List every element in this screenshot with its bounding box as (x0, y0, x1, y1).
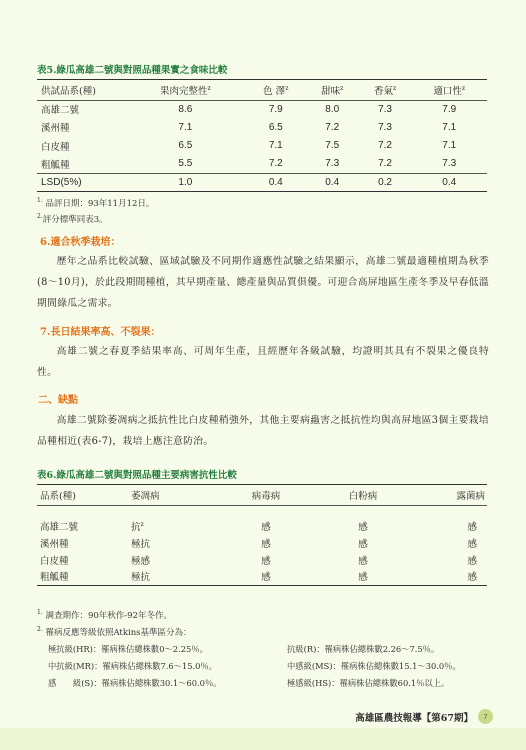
table5-footnote-2: $^{2.}$評分標準同表3。 (37, 213, 108, 225)
table-cell: 抗$^z$ (131, 520, 144, 533)
grade-item: 極感級(HS)：罹病株佔總株數60.1％以上。 (287, 678, 450, 688)
table-cell: 粗觚種 (41, 159, 70, 171)
table-cell: 感 (261, 572, 271, 584)
table5-header-cell: 供試品系(種) (41, 85, 96, 97)
table-cell: 7.9 (442, 103, 457, 115)
grade-item: 抗級(R)：罹病株佔總株數2.26～7.5％。 (287, 644, 440, 654)
table-cell: 5.5 (178, 158, 193, 170)
table-row (37, 568, 487, 585)
table-cell: 6.5 (178, 140, 193, 152)
table-cell: 7.1 (442, 140, 457, 152)
table-cell: 8.0 (325, 103, 340, 115)
table6-header-cell: 品系(種) (40, 490, 76, 502)
table-cell: 0.4 (268, 176, 283, 188)
table-cell: 高雄二號 (40, 521, 79, 533)
table5-caption: 表5.綠瓜高雄二號與對照品種果實之食味比較 (37, 65, 228, 76)
table5-header-cell: 適口性$^z$ (433, 84, 466, 97)
table-cell: 7.5 (325, 140, 340, 152)
table-cell: 極抗 (131, 572, 151, 584)
paragraph: 歷年之品系比較試驗、區域試驗及不同期作適應性試驗之結果顯示，高雄二號最適種植期為秋季(8～10月)，於此段期間種植，其早期產量、總產量與品質俱優。可迎合高屏地區生產冬季及早春低溫期間綠瓜之需求。 (37, 256, 489, 309)
table-cell: 白皮種 (40, 555, 69, 567)
table-cell: 極抗 (131, 538, 151, 550)
table6-header-cell: 病毒病 (251, 490, 281, 502)
table-row (37, 517, 487, 534)
table-cell: 感 (467, 572, 477, 584)
grade-item: 感 級(S)：罹病株佔總株數30.1～60.0％。 (48, 678, 222, 688)
table-cell: 0.2 (378, 176, 392, 188)
table-cell: 7.2 (378, 140, 392, 152)
table6-header-cell: 白粉病 (348, 490, 378, 502)
table-cell: 感 (358, 538, 368, 550)
table6-footnote-1: $^{1.}$ 調查期作：90年秋作-92年冬作。 (37, 609, 172, 621)
table-cell: 感 (467, 521, 477, 533)
table-row (37, 137, 487, 155)
table6-header-row (37, 485, 487, 505)
table-cell: 0.4 (325, 176, 340, 188)
table6-header-cell: 萎凋病 (131, 490, 160, 502)
section-heading: 6.適合秋季栽培： (40, 237, 121, 248)
table5-header-cell: 香氣$^z$ (373, 84, 397, 97)
table-cell: 7.3 (378, 103, 392, 115)
table-cell: 溪州種 (40, 538, 69, 550)
table-cell: 7.3 (325, 158, 340, 170)
table6-header-cell: 露菌病 (456, 490, 485, 502)
table-row (37, 118, 487, 136)
footer (355, 709, 493, 724)
table-cell: 7.2 (268, 158, 283, 170)
paragraph: 高雄二號除萎凋病之抵抗性比白皮種稍強外，其他主要病蟲害之抵抗性均與高屏地區3個主要栽培品種相近(表6-7)，栽培上應注意防治。 (37, 415, 489, 447)
table-cell: 7.2 (325, 121, 340, 133)
table6 (37, 485, 487, 586)
table-cell: 感 (358, 572, 368, 584)
table-row (37, 534, 487, 551)
page-number: 7 (478, 709, 493, 724)
table-cell: 感 (467, 555, 477, 567)
table-cell: 7.2 (378, 158, 392, 170)
table-cell: 高雄二號 (41, 105, 80, 117)
table-cell: 感 (261, 555, 271, 567)
table-row (37, 155, 487, 173)
table-cell: 7.1 (268, 140, 283, 152)
table-row (37, 173, 487, 191)
table5-footnote-1: $^{1.}$ 品評日期：93年11月12日。 (37, 197, 155, 209)
table-cell: 7.1 (442, 121, 457, 133)
table6-caption: 表6.綠瓜高雄二號與對照品種主要病害抗性比較 (37, 470, 237, 481)
table-cell: 7.9 (268, 103, 283, 115)
table-cell: 感 (261, 538, 271, 550)
table-cell: 8.6 (178, 103, 193, 115)
table-cell: 7.3 (378, 121, 392, 133)
paragraph: 高雄二號之春夏季結果率高、可周年生產，且經歷年各級試驗，均證明其具有不裂果之優良特性。 (37, 346, 489, 378)
table-cell: 白皮種 (41, 141, 70, 153)
grade-item: 中感級(MS)：罹病株佔總株數15.1～30.0％。 (287, 661, 461, 671)
table6-footnote-2: $^{2.}$ 罹病反應等級依照Atkins基準區分為： (37, 626, 192, 638)
table-cell: 粗觚種 (40, 572, 69, 584)
table-cell: 6.5 (268, 121, 283, 133)
table-cell: 溪州種 (41, 123, 70, 135)
table-cell: 感 (467, 538, 477, 550)
table-row (37, 551, 487, 568)
table-cell: 感 (261, 521, 271, 533)
table5-header-row (37, 80, 487, 100)
bottom-band (0, 728, 526, 750)
table-cell: 感 (358, 555, 368, 567)
table-cell: 0.4 (442, 176, 457, 188)
table-cell: 極感 (131, 555, 151, 567)
grade-item: 極抗級(HR)：罹病株佔總株數0～2.25％。 (48, 644, 208, 654)
section-heading: 二、缺點 (38, 395, 78, 406)
grade-item: 中抗級(MR)：罹病株佔總株數7.6～15.0％。 (48, 661, 218, 671)
table-cell: 7.1 (178, 121, 193, 133)
table5 (37, 80, 487, 192)
table-cell: 1.0 (178, 176, 193, 188)
table-cell: 感 (358, 521, 368, 533)
table-cell: 7.3 (442, 158, 457, 170)
footer-title: 高雄區農技報導【第67期】 (355, 712, 473, 724)
table-cell: LSD(5%) (41, 176, 82, 188)
table5-header-cell: 果肉完整性$^z$ (160, 84, 211, 97)
section-heading: 7.長日結果率高、不裂果： (40, 327, 161, 338)
table5-header-cell: 甜味$^z$ (321, 84, 344, 97)
table-row (37, 100, 487, 118)
table5-header-cell: 色 澤$^z$ (263, 84, 289, 97)
